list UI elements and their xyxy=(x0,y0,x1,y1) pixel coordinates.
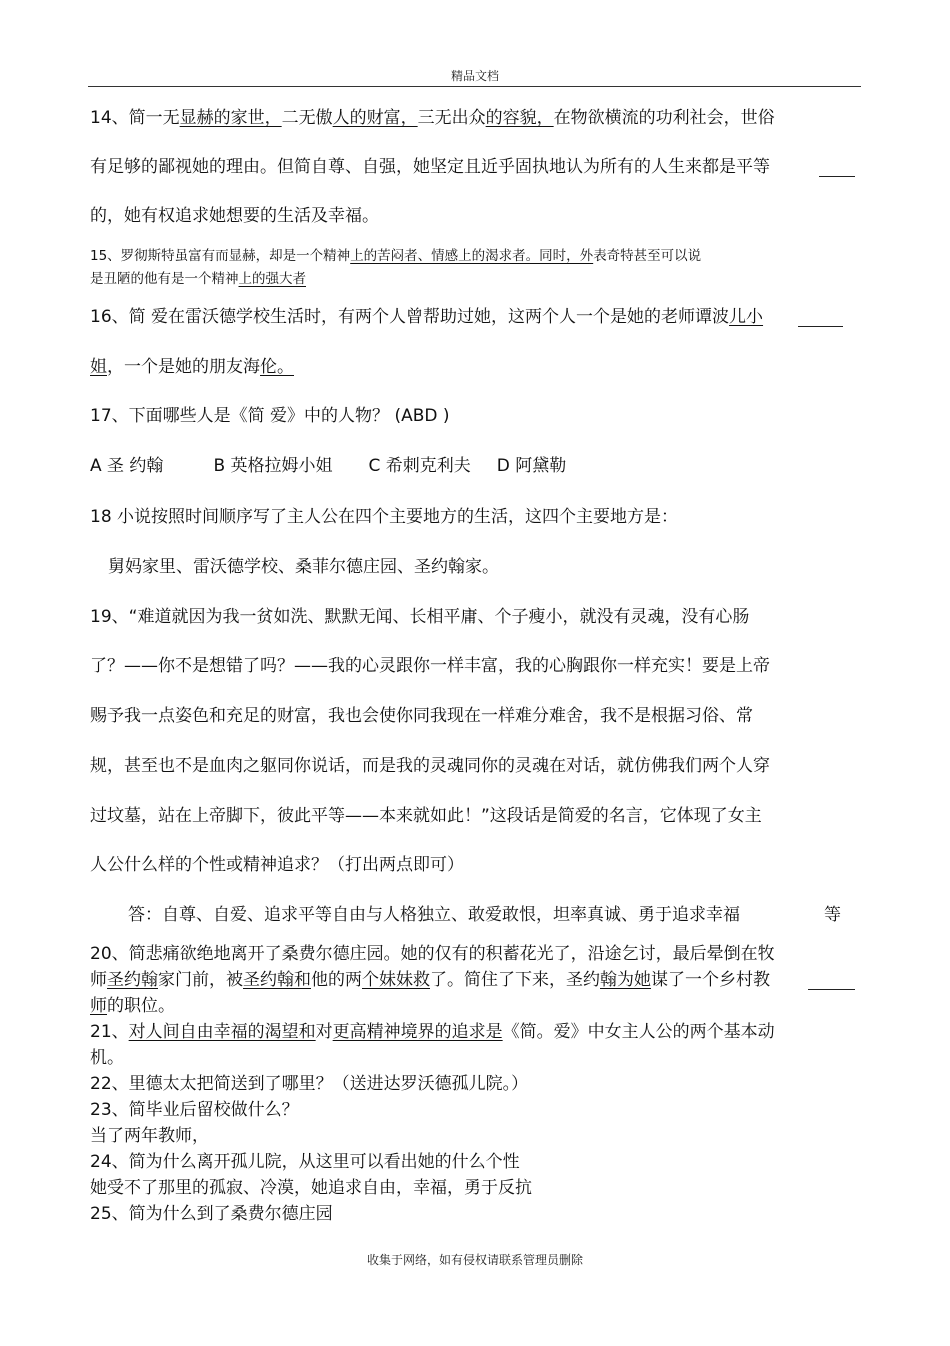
q24-question: 24、简为什么离开孤儿院，从这里可以看出她的什么个性 xyxy=(90,1152,520,1172)
q14-answer-blank xyxy=(819,176,855,177)
q19-line-1: 19、“难道就因为我一贫如洗、默默无闻、长相平庸、个子瘦小，就没有灵魂，没有心肠 xyxy=(90,607,750,627)
q15-line-2: 是丑陋的他有是一个精神上的强大者 xyxy=(90,271,306,287)
q22-question: 22、里德太太把简送到了哪里？（送进达罗沃德孤儿院。） xyxy=(90,1074,529,1094)
q19-answer-end: 等 xyxy=(824,905,841,925)
q17-option-a: A 圣 约翰 xyxy=(90,456,164,476)
page-header: 精品文档 xyxy=(450,69,499,83)
q15-line-1: 15、罗彻斯特虽富有而显赫，却是一个精神上的苦闷者、情感上的渴求者。同时，外表奇特甚至可以说 xyxy=(90,248,702,264)
q21-line-2: 机。 xyxy=(90,1048,124,1068)
q21-line-1: 21、对人间自由幸福的渴望和对更高精神境界的追求是《简。爱》中女主人公的两个基本动 xyxy=(90,1022,775,1042)
q19-line-3: 赐予我一点姿色和充足的财富，我也会使你同我现在一样难分难舍，我不是根据习俗、常 xyxy=(90,706,753,726)
q20-line-3: 师的职位。 xyxy=(90,996,175,1016)
q20-line-2: 师圣约翰家门前，被圣约翰和他的两个妹妹救了。简住了下来，圣约翰为她谋了一个乡村教 xyxy=(90,970,770,990)
q23-question: 23、简毕业后留校做什么？ xyxy=(90,1100,299,1120)
q14-line-3: 的，她有权追求她想要的生活及幸福。 xyxy=(90,206,379,226)
q17-option-d: D 阿黛勒 xyxy=(496,456,567,476)
q19-line-2: 了？——你不是想错了吗？——我的心灵跟你一样丰富，我的心胸跟你一样充实！要是上帝 xyxy=(90,656,770,676)
q19-line-5: 过坟墓，站在上帝脚下，彼此平等——本来就如此！”这段话是简爱的名言，它体现了女主 xyxy=(90,806,762,826)
q14-line-1: 14、简一无显赫的家世，二无傲人的财富，三无出众的容貌，在物欲横流的功利社会，世俗 xyxy=(90,108,775,128)
q17-question: 17、下面哪些人是《简 爱》中的人物？ (ABD ) xyxy=(90,406,450,426)
q20-answer-blank xyxy=(808,989,855,990)
page-footer: 收集于网络，如有侵权请联系管理员删除 xyxy=(366,1253,583,1267)
q25-question: 25、简为什么到了桑费尔德庄园 xyxy=(90,1204,333,1224)
q19-line-6: 人公什么样的个性或精神追求？（打出两点即可） xyxy=(90,855,464,875)
q16-line-1: 16、简 爱在雷沃德学校生活时，有两个人曾帮助过她，这两个人一个是她的老师谭波儿小 xyxy=(90,307,764,327)
q17-option-c: C 希刺克利夫 xyxy=(368,456,471,476)
q19-answer: 答：自尊、自爱、追求平等自由与人格独立、敢爱敢恨，坦率真诚、勇于追求幸福 xyxy=(128,905,740,925)
q19-line-4: 规，甚至也不是血肉之躯同你说话，而是我的灵魂同你的灵魂在对话，就仿佛我们两个人穿 xyxy=(90,756,770,776)
q16-answer-blank xyxy=(798,326,843,327)
q23-answer: 当了两年教师， xyxy=(90,1126,209,1146)
header-rule xyxy=(88,86,861,87)
q18-answer: 舅妈家里、雷沃德学校、桑菲尔德庄园、圣约翰家。 xyxy=(108,557,499,577)
q14-line-2: 有足够的鄙视她的理由。但简自尊、自强，她坚定且近乎固执地认为所有的人生来都是平等 xyxy=(90,157,770,177)
q17-option-b: B 英格拉姆小姐 xyxy=(213,456,333,476)
q18-question: 18 小说按照时间顺序写了主人公在四个主要地方的生活，这四个主要地方是： xyxy=(90,507,679,527)
q17-options xyxy=(90,455,566,477)
q16-line-2: 姐，一个是她的朋友海伦。 xyxy=(90,357,294,377)
q24-answer: 她受不了那里的孤寂、冷漠，她追求自由，幸福，勇于反抗 xyxy=(90,1178,532,1198)
q20-line-1: 20、简悲痛欲绝地离开了桑费尔德庄园。她的仅有的积蓄花光了，沿途乞讨，最后晕倒在牧 xyxy=(90,944,775,964)
